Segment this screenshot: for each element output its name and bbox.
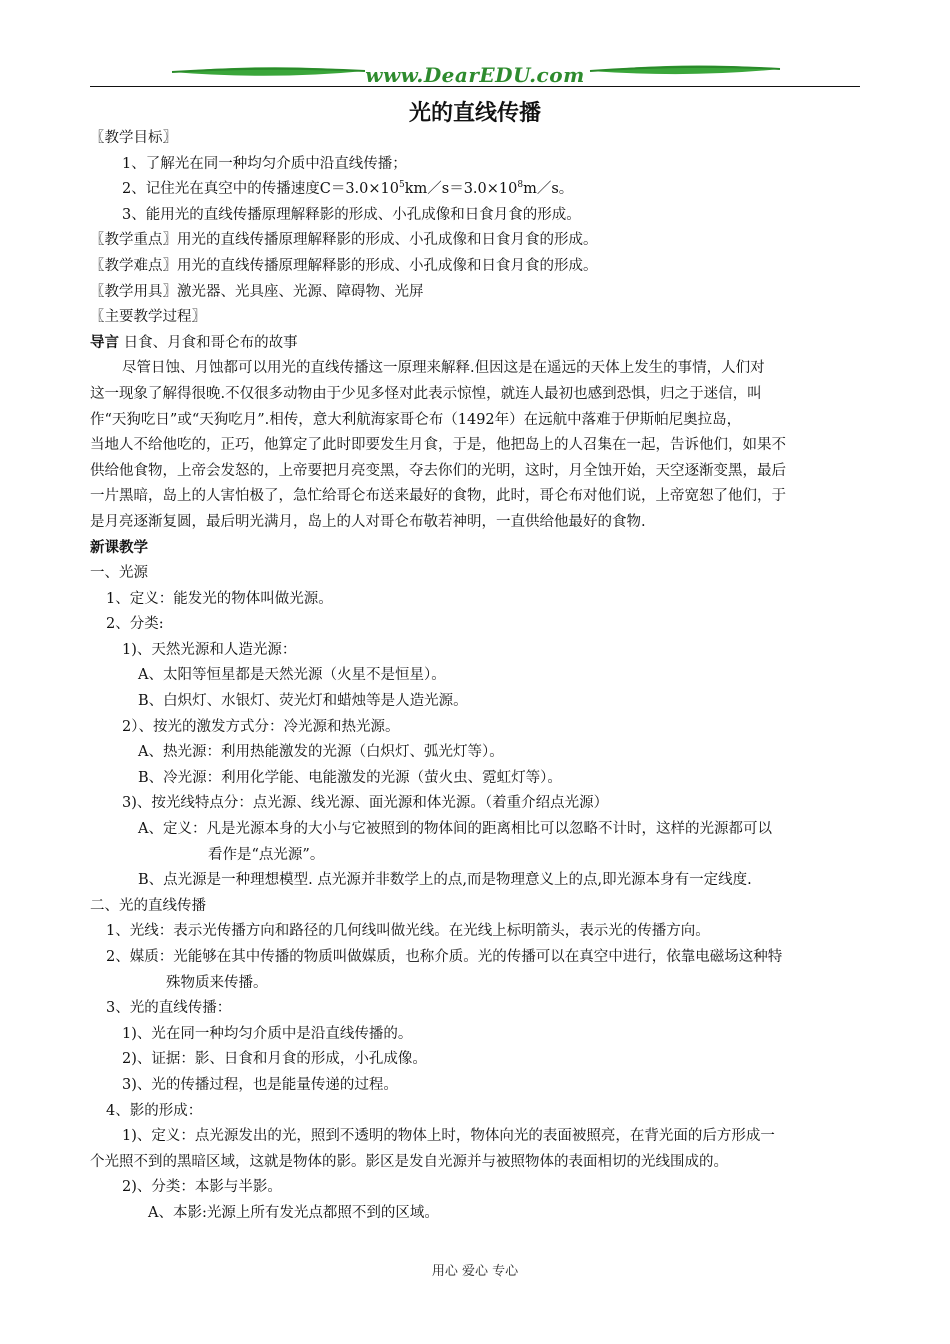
key-point: 〖教学重点〗用光的直线传播原理解释影的形成、小孔成像和日食月食的形成。 bbox=[90, 232, 598, 249]
section-2-heading: 二、光的直线传播 bbox=[90, 897, 206, 914]
intro-label: 导言 bbox=[90, 334, 119, 351]
page-title: 光的直线传播 bbox=[408, 101, 541, 126]
shadow-definition: 1)、定义：点光源发出的光，照到不透明的物体上时，物体向光的表面被照亮，在背光面的后方形成一 bbox=[122, 1128, 775, 1145]
propagation-1: 1)、光在同一种均匀介质中是沿直线传播的。 bbox=[122, 1025, 413, 1042]
shadow-classification: 2)、分类：本影与半影。 bbox=[122, 1179, 282, 1196]
propagation-2: 2)、证据：影、日食和月食的形成，小孔成像。 bbox=[122, 1051, 427, 1068]
intro-heading bbox=[90, 331, 862, 357]
intro-paragraph-line: 尽管日蚀、月蚀都可以用光的直线传播这一原理来解释.但因这是在遥远的天体上发生的事情，人们对 bbox=[122, 360, 765, 377]
logo-text: www.DearEDU.com bbox=[365, 63, 585, 87]
propagation-heading: 3、光的直线传播： bbox=[106, 1000, 232, 1017]
class-3: 3)、按光线特点分：点光源、线光源、面光源和体光源。（着重介绍点光源） bbox=[122, 795, 609, 812]
site-logo-banner bbox=[90, 62, 860, 88]
header-rule bbox=[90, 86, 860, 87]
section-1-heading: 一、光源 bbox=[90, 565, 148, 582]
class-3a-cont: 看作是“点光源”。 bbox=[208, 846, 325, 863]
medium-definition: 2、媒质：光能够在其中传播的物质叫做媒质，也称介质。光的传播可以在真空中进行，依靠电磁场这种特 bbox=[106, 949, 783, 965]
teaching-tools: 〖教学用具〗激光器、光具座、光源、障碍物、光屏 bbox=[90, 283, 424, 300]
class-2: 2）、按光的激发方式分：冷光源和热光源。 bbox=[122, 718, 400, 735]
medium-definition-cont: 殊物质来传播。 bbox=[166, 974, 268, 991]
ray-definition: 1、光线：表示光传播方向和路径的几何线叫做光线。在光线上标明箭头，表示光的传播方向。 bbox=[106, 923, 710, 940]
objective-3: 3、能用光的直线传播原理解释影的形成、小孔成像和日食月食的形成。 bbox=[122, 206, 581, 223]
class-1: 1)、天然光源和人造光源： bbox=[122, 641, 297, 658]
umbra-definition: A、本影:光源上所有发光点都照不到的区域。 bbox=[148, 1204, 439, 1221]
class-2b: B、冷光源：利用化学能、电能激发的光源（萤火虫、霓虹灯等）。 bbox=[138, 769, 562, 786]
intro-paragraph-line: 是月亮逐渐复圆，最后明光满月，岛上的人对哥仑布敬若神明，一直供给他最好的食物. bbox=[90, 513, 646, 530]
intro-paragraph-line: 供给他食物，上帝会发怒的，上帝要把月亮变黑，夺去你们的光明，这时，月全蚀开始，天空逐渐变黑，最后 bbox=[90, 462, 786, 479]
page-footer: 用心 爱心 专心 bbox=[431, 1264, 519, 1279]
document-body bbox=[90, 126, 862, 1227]
difficult-point: 〖教学难点〗用光的直线传播原理解释影的形成、小孔成像和日食月食的形成。 bbox=[90, 257, 598, 274]
shadow-heading: 4、影的形成： bbox=[106, 1102, 203, 1119]
objective-2: 2、记住光在真空中的传播速度$C=3.0\times 10^5km/s=3.0\times 10^8m/s$。 bbox=[122, 180, 574, 198]
objective-1: 1、了解光在同一种均匀介质中沿直线传播； bbox=[122, 155, 407, 172]
class-3b: B、点光源是一种理想模型. 点光源并非数学上的点,而是物理意义上的点,即光源本身有一定线度. bbox=[138, 872, 752, 889]
process-heading: 〖主要教学过程〗 bbox=[90, 309, 206, 326]
light-source-definition: 1、定义：能发光的物体叫做光源。 bbox=[106, 590, 333, 607]
class-3a: A、定义：凡是光源本身的大小与它被照到的物体间的距离相比可以忽略不计时，这样的光源都可以 bbox=[138, 821, 772, 838]
intro-paragraph-line: 一片黑暗，岛上的人害怕极了，急忙给哥仑布送来最好的食物，此时，哥仑布对他们说，上帝宽恕了他们，于 bbox=[90, 488, 786, 505]
class-1b: B、白炽灯、水银灯、荧光灯和蜡烛等是人造光源。 bbox=[138, 693, 468, 710]
intro-paragraph-line: 当地人不给他吃的，正巧，他算定了此时即要发生月食，于是，他把岛上的人召集在一起，告诉他们，如果不 bbox=[90, 437, 786, 454]
shadow-definition-cont: 个光照不到的黑暗区域，这就是物体的影。影区是发自光源并与被照物体的表面相切的光线围成的。 bbox=[90, 1153, 728, 1170]
class-1a: A、太阳等恒星都是天然光源（火星不是恒星）。 bbox=[138, 667, 446, 684]
intro-paragraph-line: 作“天狗吃日”或“天狗吃月”.相传，意大利航海家哥仑布（1492年）在远航中落难于伊斯帕尼奥拉岛， bbox=[90, 411, 742, 428]
intro-paragraph-line: 这一现象了解得很晚.不仅很多动物由于少见多怪对此表示惊惶，就连人最初也感到恐惧，归之于迷信，叫 bbox=[90, 385, 762, 402]
intro-title: 日食、月食和哥仑布的故事 bbox=[119, 334, 298, 351]
objectives-heading: 〖教学目标〗 bbox=[90, 130, 177, 146]
classification-heading: 2、分类: bbox=[106, 616, 164, 633]
class-2a: A、热光源：利用热能激发的光源（白炽灯、弧光灯等）。 bbox=[138, 744, 504, 761]
propagation-3: 3)、光的传播过程，也是能量传递的过程。 bbox=[122, 1076, 398, 1093]
new-lesson-heading: 新课教学 bbox=[90, 539, 148, 556]
